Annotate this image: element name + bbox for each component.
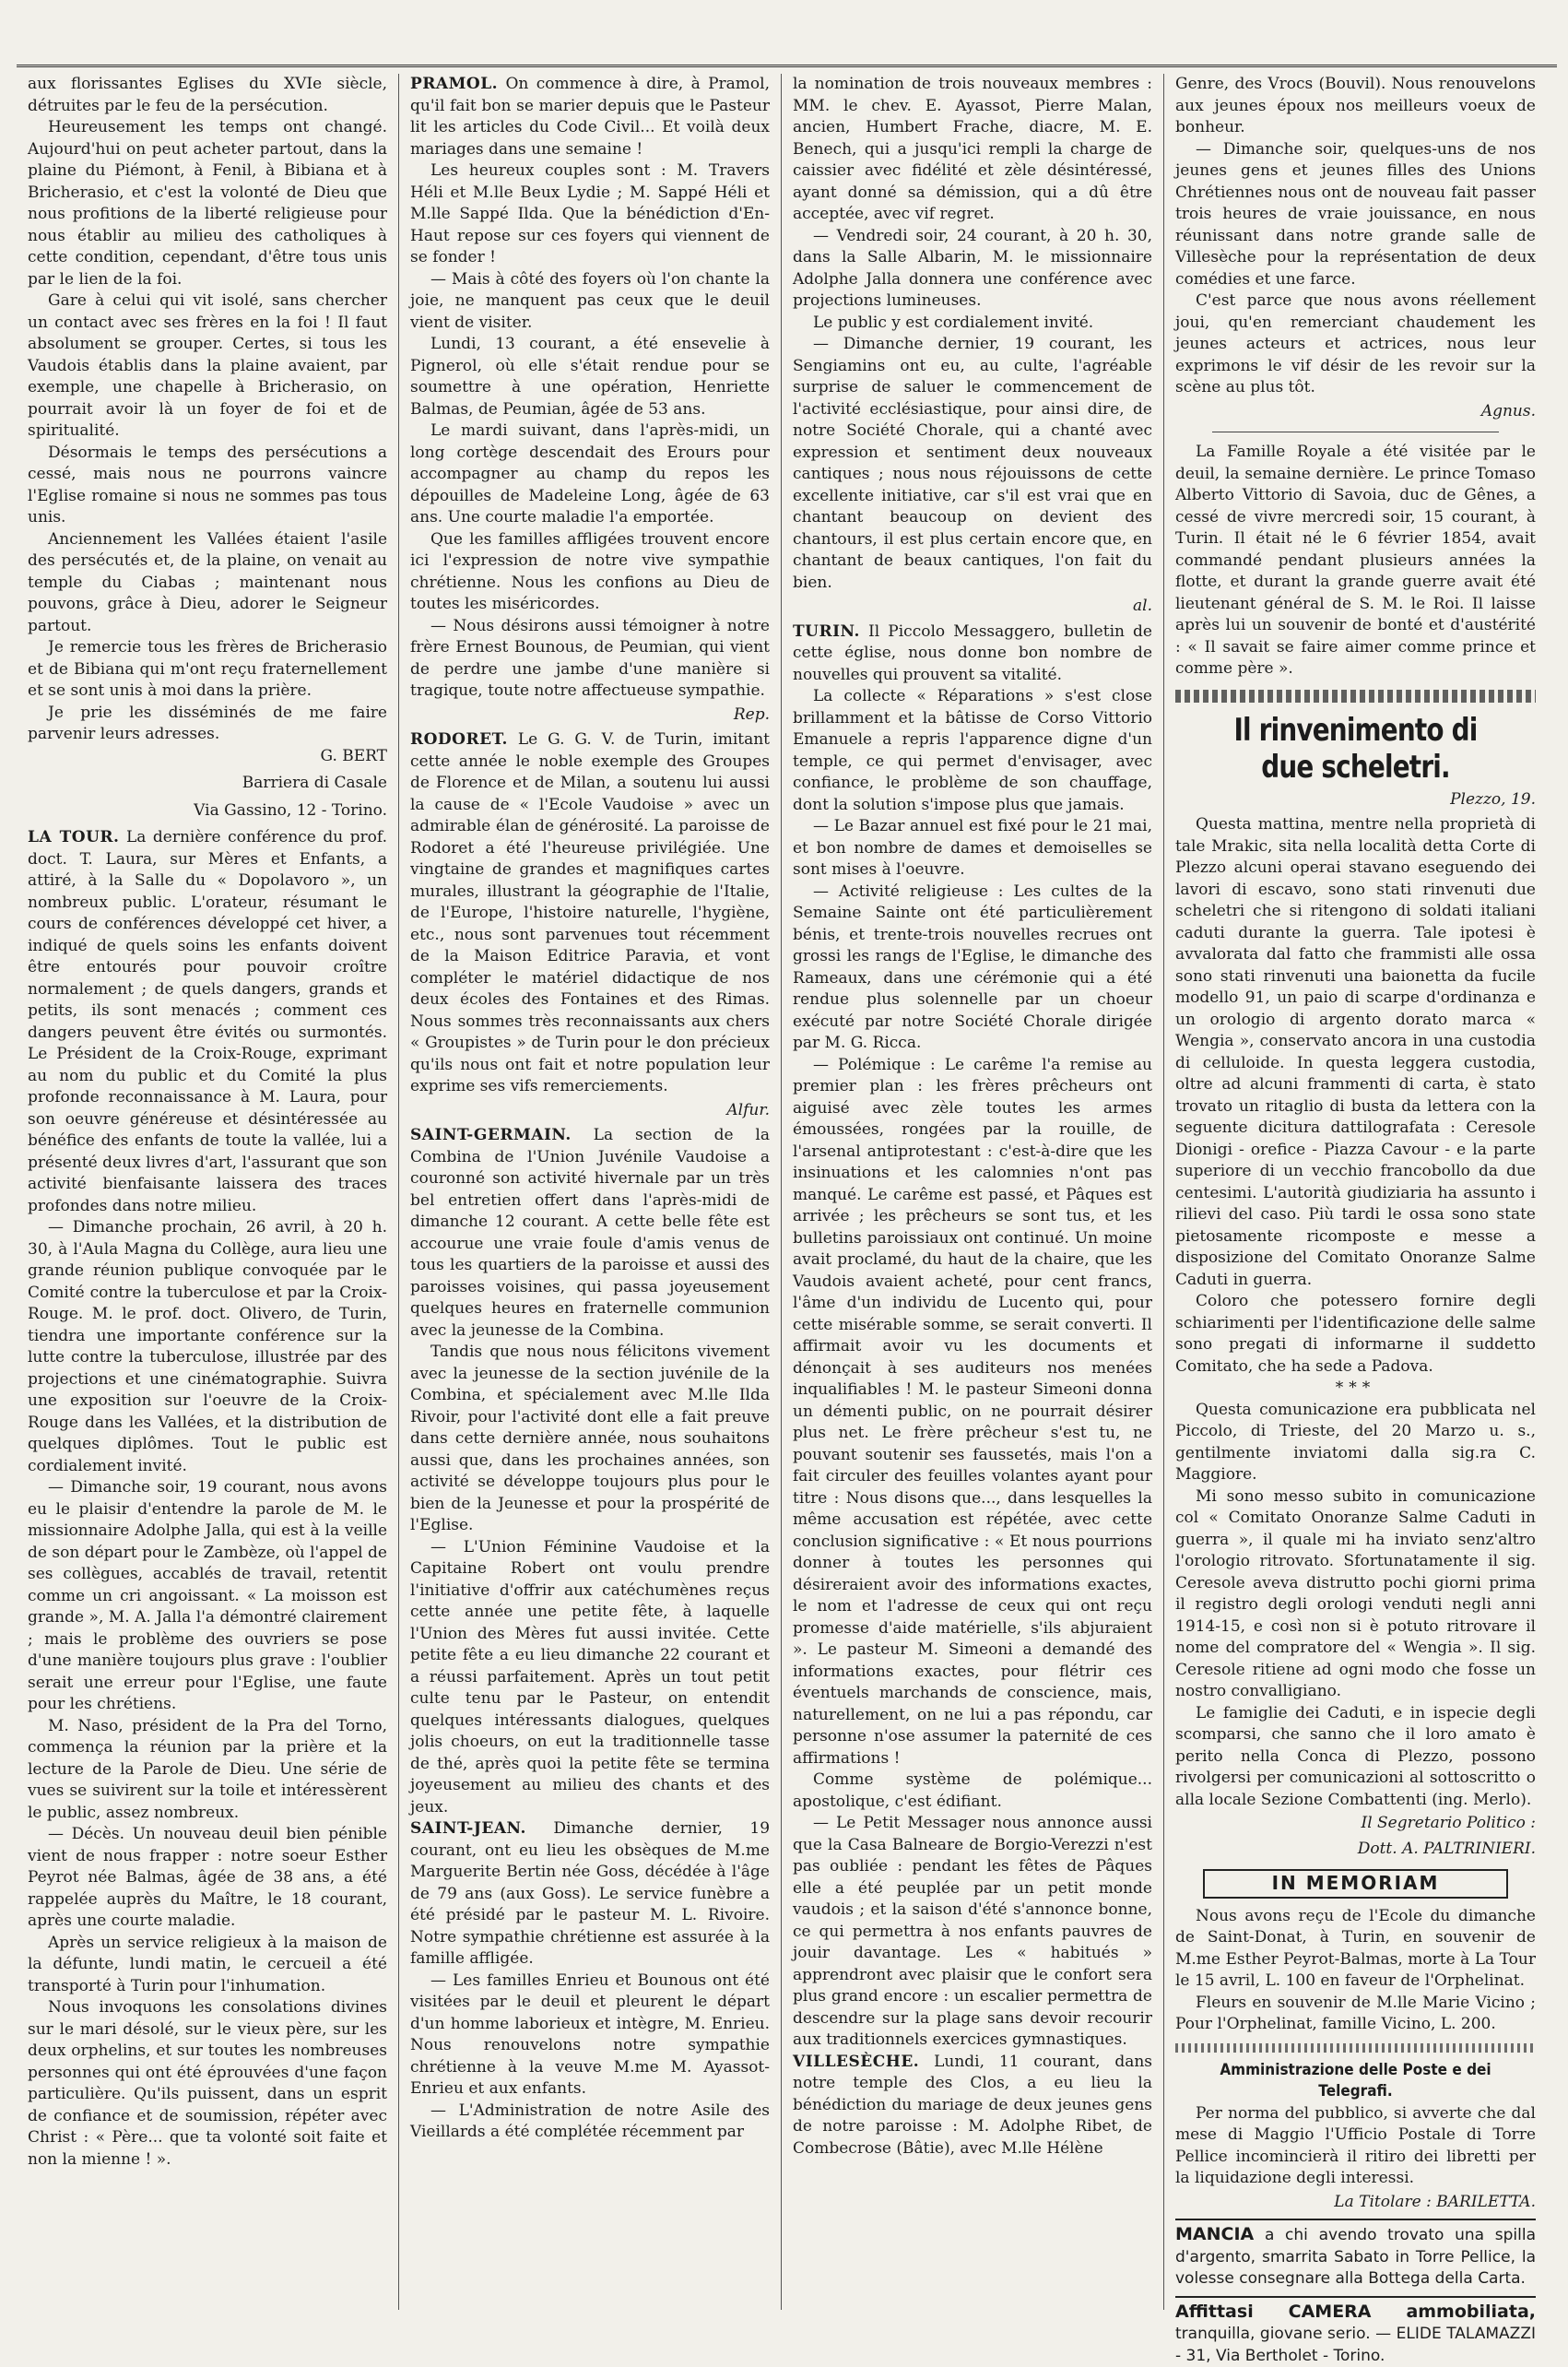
- paragraph: — L'Union Féminine Vaudoise et la Capitaine Robert ont voulu prendre l'initiative d'offrir aux catéchumènes reçus cette année une petite fête, à laquelle l'Union des Mères fut aussi invitée. Cette petite fête a eu lieu dimanche 22 courant et a réussi parfaitement. Après un tout petit culte tenu par le Pasteur, on entendit quelques intéressants dialogues, quelques jolis choeurs, on eut la traditionnelle tasse de thé, après quoi la petite fête se termina joyeusement au milieu des chants et des jeux.: [410, 1537, 770, 1819]
- paragraph: Après un service religieux à la maison de la défunte, lundi matin, le cercueil a été transporté à Turin pour l'inhumation.: [28, 1933, 387, 1998]
- ad-text: tranquilla, giovane serio. — ELIDE TALAMAZZI - 31, Via Bertholet - Torino.: [1175, 2325, 1536, 2365]
- section-title: Amministrazione delle Poste e dei Telegrafi.: [1194, 2060, 1518, 2103]
- signature: Agnus.: [1175, 401, 1536, 423]
- signature: G. BERT: [28, 746, 387, 768]
- text: Il Piccolo Messaggero, bulletin de cette église, nous donne bon nombre de nouvelles qui prouvent sa vitalité.: [793, 622, 1152, 684]
- paragraph: — Le Petit Messager nous annonce aussi que la Casa Balneare de Borgio-Verezzi n'est pas oubliée : pendant les fêtes de Pâques elle a été peuplée par un petit monde vaudois ; et la saison d'été s'annonce bonne, ce qui permettra à nos enfants pauvres de jouir davantage. Les « habitués » apprendront avec plaisir que le confort sera plus grand encore : un escalier permettra de descendre sur la plage sans devoir recourir aux traditionnels exercices gymnastiques.: [793, 1813, 1152, 2052]
- paragraph: Le mardi suivant, dans l'après-midi, un long cortège descendait des Erours pour accompagner au champ du repos les dépouilles de Madeleine Long, âgée de 63 ans. Une courte maladie l'a emportée.: [410, 420, 770, 529]
- paragraph: — Le Bazar annuel est fixé pour le 21 mai, et bon nombre de dames et demoiselles se sont mises à l'oeuvre.: [793, 816, 1152, 882]
- column-3: [782, 74, 1164, 2310]
- heading: VILLESÈCHE.: [793, 2053, 919, 2071]
- paragraph: Je remercie tous les frères de Bricherasio et de Bibiana qui m'ont reçu fraternellement et se sont unis à moi dans la prière.: [28, 637, 387, 703]
- paragraph: — L'Administration de notre Asile des Vieillards a été complétée récemment par: [410, 2101, 770, 2144]
- paragraph: Gare à celui qui vit isolé, sans chercher un contact avec ses frères en la foi ! Il faut absolument se grouper. Certes, si tous les Vaudois établis dans la plaine avaient, par exemple, une chapelle à Bricherasio, on pourrait avoir là un foyer de foi et de spiritualité.: [28, 290, 387, 443]
- paragraph: Coloro che potessero fornire degli schiarimenti per l'identificazione delle salme sono pregati di informarne il suddetto Comitato, che ha sede a Padova.: [1175, 1291, 1536, 1378]
- column-4: [1164, 74, 1547, 2310]
- paragraph: Mi sono messo subito in comunicazione col « Comitato Onoranze Salme Caduti in guerra », il quale mi ha inviato senz'altro l'orologio ritrovato. Sfortunatamente il sig. Ceresole aveva distrutto pochi giorni prima il registro degli orologi venduti negli anni 1914-15, e così non si è potuto ritrovare il nome del compratore del « Wengia ». Il sig. Ceresole ritiene ad ogni modo che fosse un nostro convalligiano.: [1175, 1486, 1536, 1703]
- signature: al.: [793, 596, 1152, 618]
- paragraph: Je prie les disséminés de me faire parvenir leurs adresses.: [28, 703, 387, 746]
- text: On commence à dire, à Pramol, qu'il fait bon se marier depuis que le Pasteur lit les articles du Code Civil... Et voilà deux mariages dans une semaine !: [410, 75, 770, 159]
- ad-text: a chi avendo trovato una spilla d'argento, smarrita Sabato in Torre Pellice, la volesse consegnare alla Bottega della Carta.: [1175, 2226, 1536, 2288]
- paragraph: — Nous désirons aussi témoigner à notre frère Ernest Bounous, de Peumian, qui vient de perdre une jambe d'une manière si tragique, toute notre affectueuse sympathie.: [410, 616, 770, 703]
- text: La section de la Combina de l'Union Juvénile Vaudoise a couronné son activité hivernale par un très bel entretien offert dans l'après-midi de dimanche 12 courant. A cette belle fête est accourue une vraie foule d'amis venus de tous les quartiers de la paroisse et aussi des paroisses voisines, qui passa joyeusement quelques heures en fraternelle communion avec la jeunesse de la Combina.: [410, 1126, 770, 1340]
- paragraph: Fleurs en souvenir de M.lle Marie Vicino ; Pour l'Orphelinat, famille Vicino, L. 200.: [1175, 1993, 1536, 2036]
- heading: LA TOUR.: [28, 828, 119, 846]
- headline: Il rinvenimento di due scheletri.: [1208, 712, 1503, 786]
- paragraph: Per norma del pubblico, si avverte che dal mese di Maggio l'Ufficio Postale di Torre Pellice incomincierà il ritiro dei libretti per la liquidazione degli interessi.: [1175, 2103, 1536, 2190]
- news-item: [410, 1818, 770, 1971]
- ad-heading: Affittasi CAMERA ammobiliata,: [1175, 2302, 1536, 2322]
- paragraph: aux florissantes Eglises du XVIe siècle, détruites par le feu de la persécution.: [28, 74, 387, 117]
- top-rule: [17, 65, 1557, 67]
- heading: PRAMOL.: [410, 75, 498, 93]
- ad-camera: [1175, 2296, 1536, 2367]
- column-2: [399, 74, 782, 2310]
- news-item: [410, 1125, 770, 1342]
- news-item: [410, 74, 770, 160]
- news-item: [793, 621, 1152, 687]
- paragraph: Questa comunicazione era pubblicata nel Piccolo, di Trieste, del 20 Marzo u. s., gentilmente inviatomi dalla sig.ra C. Maggiore.: [1175, 1400, 1536, 1486]
- signature: Rep.: [410, 704, 770, 727]
- paragraph: — Mais à côté des foyers où l'on chante la joie, ne manquent pas ceux que le deuil vient de visiter.: [410, 269, 770, 335]
- paragraph: — Décès. Un nouveau deuil bien pénible vient de nous frapper : notre soeur Esther Peyrot née Balmas, âgée de 38 ans, a été rappelée auprès du Maître, le 18 courant, après une courte maladie.: [28, 1824, 387, 1933]
- paragraph: — Activité religieuse : Les cultes de la Semaine Sainte ont été particulièrement bénis, et trente-trois nouvelles recrues ont grossi les rangs de l'Eglise, le dimanche des Rameaux, dans une cérémonie qui a été rendue plus solennelle par un choeur exécuté par notre Société Chorale dirigée par M. G. Ricca.: [793, 882, 1152, 1055]
- paragraph: Genre, des Vrocs (Bouvil). Nous renouvelons aux jeunes époux nos meilleurs voeux de bonheur.: [1175, 74, 1536, 139]
- dateline: Plezzo, 19.: [1175, 789, 1536, 811]
- heading: SAINT-GERMAIN.: [410, 1126, 572, 1144]
- paragraph: Les heureux couples sont : M. Travers Héli et M.lle Beux Lydie ; M. Sappé Héli et M.lle Sappé Ilda. Que la bénédiction d'En-Haut repose sur ces foyers qui viennent de se fonder !: [410, 160, 770, 269]
- news-item: [410, 729, 770, 1098]
- paragraph: Le famiglie dei Caduti, e in ispecie degli scomparsi, che sanno che il loro amato è perito nella Conca di Plezzo, possono rivolgersi per comunicazioni al sottoscritto o alla locale Sezione Combattenti (ing. Merlo).: [1175, 1703, 1536, 1812]
- paragraph: Le public y est cordialement invité.: [793, 313, 1152, 335]
- ornament-rule: [1175, 2043, 1536, 2053]
- heading: TURIN.: [793, 622, 860, 641]
- paragraph: — Dimanche soir, 19 courant, nous avons eu le plaisir d'entendre la parole de M. le missionnaire Adolphe Jalla, qui est à la veille de son départ pour le Zambèze, où l'appel de ses collègues, accablés de travail, retentit comme un cri angoissant. « La moisson est grande », M. A. Jalla l'a démontré clairement ; mais le problème des ouvriers se pose d'une manière toujours plus grave : l'oublier serait une erreur pour l'Eglise, une faute pour les chrétiens.: [28, 1477, 387, 1716]
- paragraph: — Dimanche prochain, 26 avril, à 20 h. 30, à l'Aula Magna du Collège, aura lieu une grande réunion publique convoquée par le Comité contre la tuberculose et par la Croix-Rouge. M. le prof. doct. Olivero, de Turin, tiendra une importante conférence sur la lutte contre la tuberculose, illustrée par des projections et une cinématographie. Suivra une exposition sur l'oeuvre de la Croix-Rouge dans les Vallées, et la distribution de quelques diplômes. Tout le public est cordialement invité.: [28, 1217, 387, 1477]
- ornament-rule: [1175, 690, 1536, 703]
- paragraph: Tandis que nous nous félicitons vivement avec la jeunesse de la section juvénile de la Combina, et spécialement avec M.lle Ilda Rivoir, pour l'activité dont elle a fait preuve dans cette dernière année, nous souhaitons aussi que, dans les prochaines années, son activité se développe toujours plus pour le bien de la Jeunesse et pour la prospérité de l'Eglise.: [410, 1342, 770, 1537]
- column-1: [17, 74, 399, 2310]
- paragraph: Anciennement les Vallées étaient l'asile des persécutés et, de la plaine, on venait au temple du Ciabas ; maintenant nous pouvons, grâce à Dieu, adorer le Seigneur partout.: [28, 529, 387, 638]
- paragraph: Nous avons reçu de l'Ecole du dimanche de Saint-Donat, à Turin, en souvenir de M.me Esther Peyrot-Balmas, morte à La Tour le 15 avril, L. 100 en faveur de l'Orphelinat.: [1175, 1906, 1536, 1993]
- paragraph: Questa mattina, mentre nella proprietà di tale Mrakic, sita nella località detta Corte di Plezzo alcuni operai stavano eseguendo dei lavori di escavo, sono stati rinvenuti due scheletri che si ritengono di soldati italiani caduti durante la guerra. Tale ipotesi è avvalorata dal fatto che frammisti alle ossa sono stati rinvenuti una baionetta da fucile modello 91, un paio di scarpe d'ordinanza e un orologio di argento dorato marca « Wengia », conservato ancora in una custodia di celluloide. In questa leggera custodia, oltre ad alcuni frammenti di carta, è stato trovato un ritaglio di busta da lettera con la seguente dicitura dattilografata : Ceresole Dionigi - orefice - Piazza Cavour - e la parte superiore di un vecchio francobollo da due centesimi. L'autorità giudiziaria ha assunto i rilievi del caso. Più tardi le ossa sono state pietosamente ricomposte e messe a disposizione del Comitato Onoranze Salme Caduti in guerra.: [1175, 814, 1536, 1291]
- paragraph: Que les familles affligées trouvent encore ici l'expression de notre vive sympathie chrétienne. Nous les confions au Dieu de toutes les miséricordes.: [410, 529, 770, 616]
- text: Le G. G. V. de Turin, imitant cette année le noble exemple des Groupes de Florence et de Milan, a soutenu lui aussi la cause de « l'Ecole Vaudoise » avec un admirable élan de générosité. La paroisse de Rodoret a été l'heureuse privilégiée. Une vingtaine de grandes et magnifiques cartes murales, illustrant la géographie de l'Italie, de l'Europe, l'histoire naturelle, l'hygiène, etc., nous sont parvenues tout récemment de la Maison Editrice Paravia, et vont compléter le matériel didactique de nos deux écoles des Fontaines et des Rimas. Nous sommes très reconnaissants aux chers « Groupistes » de Turin pour le don précieux qu'ils nous ont fait et notre population leur exprime ses vifs remerciements.: [410, 730, 770, 1095]
- news-item: [28, 827, 387, 1217]
- paragraph: Comme système de polémique... apostolique, c'est édifiant.: [793, 1769, 1152, 1813]
- paragraph: — Dimanche soir, quelques-uns de nos jeunes gens et jeunes filles des Unions Chrétiennes nous ont de nouveau fait passer trois heures de vraie jouissance, en nous réunissant dans notre grande salle de Villesèche pour la représentation de deux comédies et une farce.: [1175, 139, 1536, 291]
- paragraph: — Les familles Enrieu et Bounous ont été visitées par le deuil et pleurent le départ d'un homme laborieux et intègre, M. Enrieu. Nous renouvelons notre sympathie chrétienne à la veuve M.me M. Ayassot-Enrieu et aux enfants.: [410, 1971, 770, 2101]
- paragraph: Désormais le temps des persécutions a cessé, mais nous ne pourrons vaincre l'Eglise romaine si nous ne sommes pas tous unis.: [28, 443, 387, 529]
- columns: [17, 74, 1547, 2310]
- text: La dernière conférence du prof. doct. T. Laura, sur Mères et Enfants, a attiré, à la Salle du « Dopolavoro », un nombreux public. L'orateur, résumant le cours de conférences développé cet hiver, a indiqué de quels soins les enfants doivent être entourés pour pouvoir croître normalement ; de quels dangers, grands et petits, ils sont menacés ; comment ces dangers peuvent être évités ou surmontés. Le Président de la Croix-Rouge, exprimant au nom du public et du Comité la plus profonde reconnaissance à M. Laura, pour son oeuvre généreuse et désintéressée au bénéfice des enfants de toute la vallée, lui a présenté deux livres d'art, l'assurant que son activité bienfaisante laissera des traces profondes dans notre milieu.: [28, 828, 387, 1215]
- ad-mancia: [1175, 2219, 1536, 2290]
- signature: La Titolare : BARILETTA.: [1175, 2192, 1536, 2214]
- paragraph: — Polémique : Le carême l'a remise au premier plan : les frères prêcheurs ont aiguisé avec zèle toutes les armes émoussées, rongées par la rouille, de l'arsenal antiprotestant : c'est-à-dire que les insinuations et les calomnies n'ont pas manqué. Le carême est passé, et Pâques est arrivée ; les prêcheurs se sont tus, et les bulletins paroissiaux ont continué. Un moine avait proclamé, du haut de la chaire, que les Vaudois avaient acheté, pour cent francs, l'âme d'un individu de Lucento qui, pour cette misérable somme, se serait converti. Il affirmait avoir vu les documents et dénonçait à ses auditeurs nos menées inqualifiables ! M. le pasteur Simeoni donna un démenti public, on ne pourrait désirer plus net. Le frère prêcheur s'est tu, ne pouvant soutenir ses faussetés, mais l'on a fait circuler des feuilles volantes ayant pour titre : Nous disons que..., dans lesquelles la même accusation est répétée, avec cette conclusion significative : « Et nous pourrions donner à toutes les personnes qui désireraient avoir des informations exactes, le nom et l'adresse de ceux qui ont reçu promesse d'aide matérielle, s'ils abjuraient ». Le pasteur M. Simeoni a demandé des informations exactes, pour flétrir ces éventuels marchands de conscience, mais, naturellement, on ne lui a pas répondu, car personne n'ose assumer la paternité de ces affirmations !: [793, 1055, 1152, 1770]
- paragraph: — Vendredi soir, 24 courant, à 20 h. 30, dans la Salle Albarin, M. le missionnaire Adolphe Jalla donnera une conférence avec projections lumineuses.: [793, 226, 1152, 313]
- paragraph: C'est parce que nous avons réellement joui, qu'en remerciant chaudement les jeunes acteurs et actrices, nous leur exprimons le vif désir de les revoir sur la scène au plus tôt.: [1175, 290, 1536, 399]
- ad-heading: MANCIA: [1175, 2224, 1254, 2244]
- paragraph: Heureusement les temps ont changé. Aujourd'hui on peut acheter partout, dans la plaine du Piémont, à Fenil, à Bibiana et à Bricherasio, et c'est la volonté de Dieu que nous profitions de la liberté religieuse pour nous établir au milieu des catholiques à cette condition, cependant, d'être tous unis par le lien de la foi.: [28, 117, 387, 290]
- paragraph: La collecte « Réparations » s'est close brillamment et la bâtisse de Corso Vittorio Emanuele a repris l'apparence digne d'un temple, ce qui permet d'envisager, avec confiance, le problème de son chauffage, dont la solution s'impose plus que jamais.: [793, 686, 1152, 816]
- signature: Dott. A. PALTRINIERI.: [1175, 1839, 1536, 1861]
- text: Lundi, 11 courant, dans notre temple des Clos, a eu lieu la bénédiction du mariage de deux jeunes gens de notre paroisse : M. Adolphe Ribet, de Combecrose (Bâtie), avec M.lle Hélène: [793, 2053, 1152, 2158]
- address: Via Gassino, 12 - Torino.: [28, 800, 387, 823]
- paragraph: La Famille Royale a été visitée par le deuil, la semaine dernière. Le prince Tomaso Alberto Vittorio di Savoia, duc de Gênes, a cessé de vivre mercredi soir, 15 courant, à Turin. Il était né le 6 février 1854, avait commandé pendant plusieurs années la flotte, et durant la grande guerre avait été lieutenant général de S. M. le Roi. Il laisse après lui un souvenir de bonté et d'austérité : « Il savait se faire aimer comme prince et comme père ».: [1175, 442, 1536, 681]
- news-item: [793, 2052, 1152, 2160]
- text: Dimanche dernier, 19 courant, ont eu lieu les obsèques de M.me Marguerite Bertin née Goss, décédée à l'âge de 79 ans (aux Goss). Le service funèbre a été présidé par le pasteur M. L. Rivoire. Notre sympathie chrétienne est assurée à la famille affligée.: [410, 1819, 770, 1968]
- signature: Alfur.: [410, 1100, 770, 1122]
- asterisks: ***: [1175, 1378, 1536, 1400]
- paragraph: Nous invoquons les consolations divines sur le mari désolé, sur le vieux père, sur les deux orphelins, et sur toutes les nombreuses personnes qui ont été éprouvées d'une façon particulière. Qu'ils puissent, dans un esprit de confiance et de soumission, répéter avec Christ : « Père... que ta volonté soit faite et non la mienne ! ».: [28, 1997, 387, 2171]
- paragraph: Lundi, 13 courant, a été ensevelie à Pignerol, où elle s'était rendue pour se soumettre à une opération, Henriette Balmas, de Peumian, âgée de 53 ans.: [410, 334, 770, 420]
- heading: SAINT-JEAN.: [410, 1819, 526, 1838]
- signature: Il Segretario Politico :: [1175, 1813, 1536, 1835]
- paragraph: la nomination de trois nouveaux membres : MM. le chev. E. Ayassot, Pierre Malan, ancien, Humbert Frache, diacre, M. E. Benech, qui a jusqu'ici rempli la charge de caissier avec fidélité et zèle désintéressé, ayant donné sa démission, qui a dû être acceptée, avec vif regret.: [793, 74, 1152, 226]
- memoriam-title: IN MEMORIAM: [1203, 1869, 1508, 1899]
- heading: RODORET.: [410, 730, 508, 749]
- address: Barriera di Casale: [28, 773, 387, 795]
- paragraph: M. Naso, président de la Pra del Torno, commença la réunion par la prière et la lecture de la Parole de Dieu. Une série de vues se suivirent sur la toile et intéressèrent le public, assez nombreux.: [28, 1716, 387, 1825]
- paragraph: — Dimanche dernier, 19 courant, les Sengiamins ont eu, au culte, l'agréable surprise de saluer le commencement de l'activité ecclésiastique, pour ainsi dire, de notre Société Chorale, qui a chanté avec expression et sentiment deux nouveaux cantiques ; nous nous réjouissons de cette excellente initiative, car s'il est vrai que en chantant beaucoup on devient des chantours, il est plus certain encore que, en chantant de beaux cantiques, l'on fait du bien.: [793, 334, 1152, 594]
